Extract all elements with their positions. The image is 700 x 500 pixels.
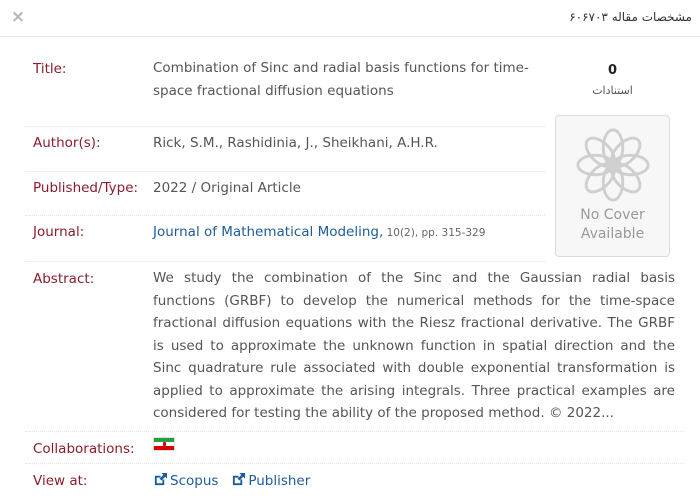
close-icon[interactable]: ×	[10, 7, 26, 27]
authors-value: Rick, S.M., Rashidinia, J., Sheikhani, A.H.R.	[153, 135, 438, 151]
abstract-label: Abstract:	[33, 271, 95, 287]
abstract-text: We study the combination of the Sinc and the Gaussian radial basis functions (GRBF) to develop the numerical methods for the time-space fractional diffusion equations with the Riesz fractional derivative. The GRBF is used to approximate the unknown function in spatial direction and the Sinc quadrature rule associated with double exponential transformation is applied to approximate the arising integrals. Three practical examples are considered for testing the ability of the proposed method. © 2022...	[153, 270, 675, 421]
abstract-row	[25, 262, 685, 432]
citations-label: استنادات	[592, 84, 633, 97]
collaborations-label: Collaborations:	[33, 441, 135, 457]
journal-label: Journal:	[33, 224, 85, 240]
title-row	[25, 57, 545, 127]
collaborations-row	[25, 432, 685, 464]
journal-value	[153, 221, 485, 245]
no-cover-flower-icon	[574, 126, 652, 204]
view-at-label: View at:	[33, 473, 88, 489]
published-row	[25, 172, 545, 216]
citations-box	[565, 63, 660, 97]
title-label: Title:	[33, 61, 67, 77]
authors-row	[25, 127, 545, 172]
no-cover-placeholder	[555, 115, 670, 257]
modal-title: مشخصات مقاله ۶۰۶۷۰۳	[569, 10, 692, 24]
authors-label: Author(s):	[33, 135, 101, 151]
journal-meta: 10(2), pp. 315-329	[383, 227, 486, 239]
article-title: Combination of Sinc and radial basis functions for time-space fractional diffusion equations	[153, 60, 529, 99]
no-cover-line2: Available	[580, 226, 645, 242]
published-value: 2022 / Original Article	[153, 180, 301, 196]
publisher-label: Publisher	[248, 473, 311, 489]
journal-row	[25, 216, 545, 262]
external-link-icon	[153, 472, 168, 487]
external-link-icon	[231, 472, 246, 487]
scopus-label: Scopus	[170, 473, 219, 489]
view-links	[153, 470, 310, 493]
scopus-link[interactable]	[153, 473, 223, 489]
no-cover-text	[556, 206, 669, 244]
published-label: Published/Type:	[33, 180, 139, 196]
journal-link[interactable]: Journal of Mathematical Modeling,	[153, 224, 384, 240]
iran-flag-icon	[153, 437, 175, 451]
citations-count: 0	[607, 63, 618, 78]
view-at-row	[25, 464, 685, 500]
publisher-link[interactable]	[231, 473, 310, 489]
modal-header	[0, 0, 700, 37]
no-cover-line1: No Cover	[580, 207, 645, 223]
